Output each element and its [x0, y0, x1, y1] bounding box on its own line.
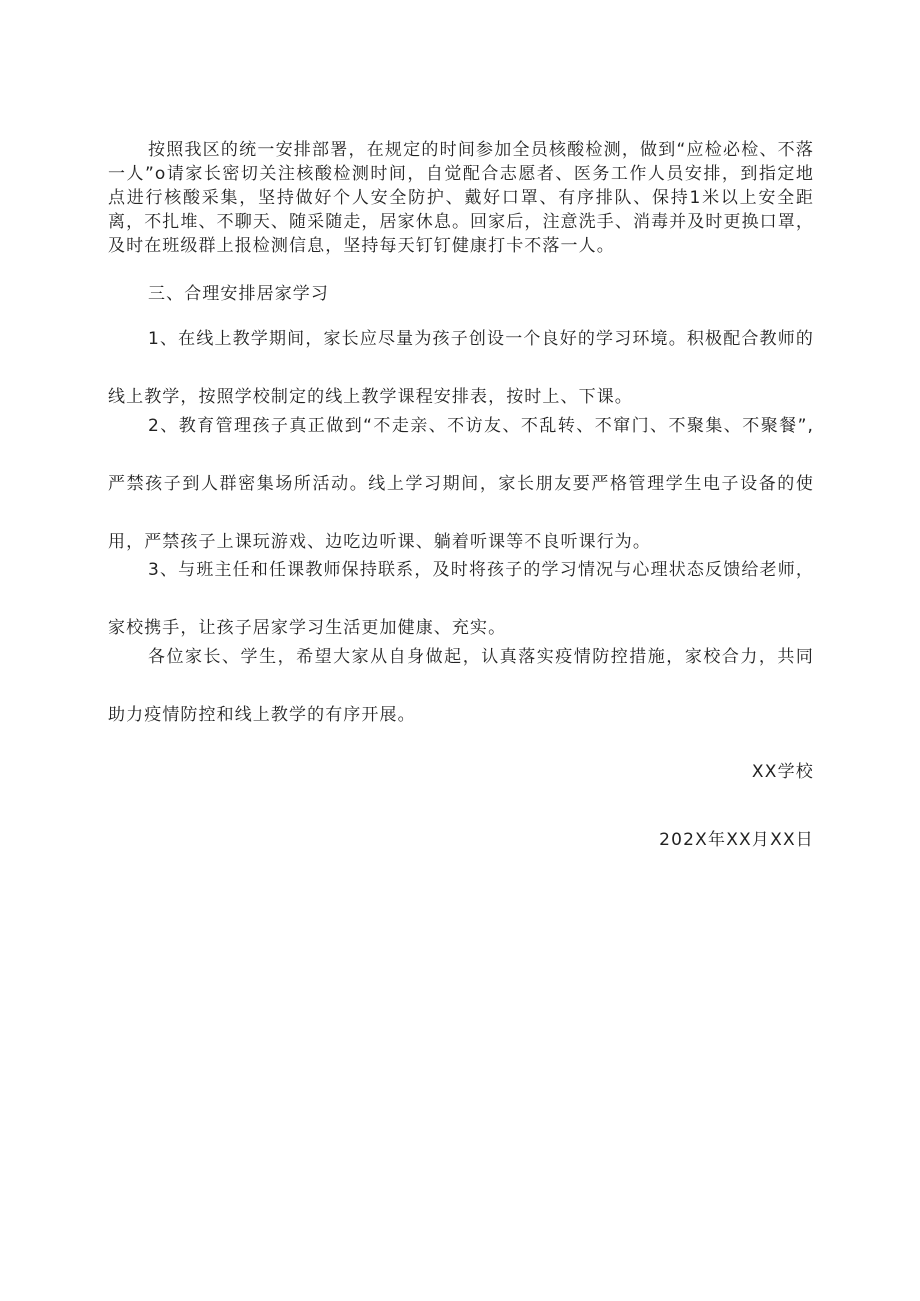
list-item-2: 2、教育管理孩子真正做到“不走亲、不访友、不乱转、不窜门、不聚集、不聚餐”,严禁孩子到人群密集场所活动。线上学习期间，家长朋友要严格管理学生电子设备的使用，严禁孩子上课玩游戏、边吃边听课、躺着听课等不良听课行为。 — [108, 416, 814, 552]
signature-date: 202X年XX月XX日 — [659, 830, 814, 850]
section-heading: 三、合理安排居家学习 — [148, 284, 329, 304]
closing-paragraph: 各位家长、学生，希望大家从自身做起，认真落实疫情防控措施，家校合力，共同助力疫情防控和线上教学的有序开展。 — [108, 647, 814, 725]
list-item-1: 1、在线上教学期间，家长应尽量为孩子创设一个良好的学习环境。积极配合教师的线上教学，按照学校制定的线上教学课程安排表，按时上、下课。 — [108, 329, 814, 407]
signature-school: XX学校 — [751, 762, 814, 782]
list-item-3: 3、与班主任和任课教师保持联系，及时将孩子的学习情况与心理状态反馈给老师，家校携手，让孩子居家学习生活更加健康、充实。 — [108, 560, 814, 638]
testing-paragraph: 按照我区的统一安排部署，在规定的时间参加全员核酸检测，做到“应检必检、不落一人”o请家长密切关注核酸检测时间，自觉配合志愿者、医务工作人员安排，到指定地点进行核酸采集，坚持做好个人安全防护、戴好口罩、有序排队、保持1米以上安全距离，不扎堆、不聊天、随采随走，居家休息。回家后，注意洗手、消毒并及时更换口罩，及时在班级群上报检测信息，坚持每天钉钉健康打卡不落一人。 — [108, 140, 814, 256]
